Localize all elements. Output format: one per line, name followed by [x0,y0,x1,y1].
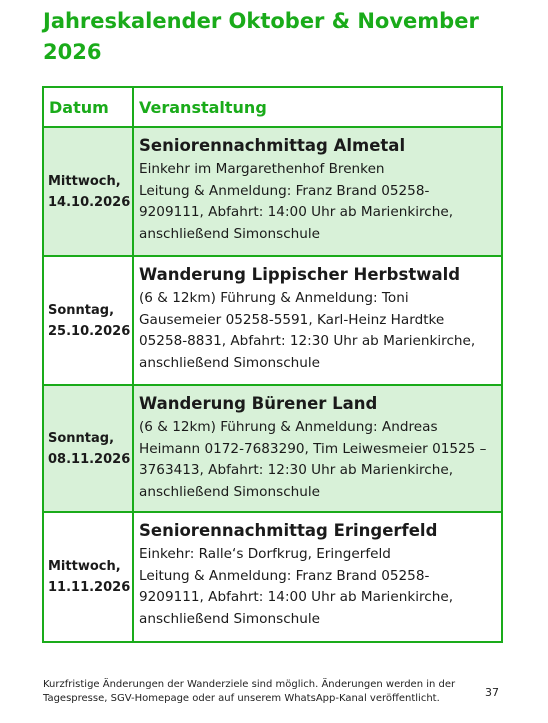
event-title: Wanderung Bürener Land [139,394,378,413]
table-row [43,127,502,256]
event-weekday: Mittwoch, [48,173,121,189]
event-weekday: Sonntag, [48,302,115,318]
event-detail-line: anschließend Simonschule [139,354,321,371]
event-weekday: Sonntag, [48,430,115,446]
event-details-cell [133,385,502,512]
event-title: Wanderung Lippischer Herbstwald [139,265,461,284]
event-date: 25.10.2026 [48,323,131,339]
event-detail-line: 9209111, Abfahrt: 14:00 Uhr ab Marienkirche, [139,204,454,220]
table-header-row [43,87,502,127]
table-row [43,256,502,385]
event-detail-line: Leitung & Anmeldung: Franz Brand 05258- [139,182,430,199]
event-detail-line: (6 & 12km) Führung & Anmeldung: Toni [139,290,409,306]
event-date-cell [43,256,133,385]
event-detail-line: 9209111, Abfahrt: 14:00 Uhr ab Marienkirche, [139,589,454,605]
table-row [43,512,502,642]
event-detail-line: Gausemeier 05258-5591, Karl-Heinz Hardtke [139,311,445,328]
event-date-cell [43,127,133,256]
footer-note-line: Tagespresse, SGV-Homepage oder auf unserem WhatsApp-Kanal veröffentlicht. [43,693,440,704]
event-calendar-table [42,86,503,643]
page-title: Jahreskalender Oktober & November 2026 [43,9,479,64]
table-row [43,385,502,512]
event-weekday: Mittwoch, [48,559,121,574]
footer-note-line: Kurzfristige Änderungen der Wanderziele sind möglich. Änderungen werden in der [43,679,456,690]
footer-note [43,678,483,706]
event-date: 14.10.2026 [48,194,131,210]
column-header-event: Veranstaltung [133,87,502,127]
event-detail-line: anschließend Simonschule [139,610,321,627]
event-detail-line: anschließend Simonschule [139,225,321,242]
event-details-cell [133,127,502,256]
event-details-cell [133,512,502,642]
event-detail-line: Leitung & Anmeldung: Franz Brand 05258- [139,567,430,584]
event-details-cell [133,256,502,385]
event-detail-line: Heimann 0172-7683290, Tim Leiwesmeier 01525 – [139,440,487,457]
page-number: 37 [485,686,499,699]
event-detail-line: Einkehr im Margarethenhof Brenken [139,161,385,177]
event-detail-line: 05258-8831, Abfahrt: 12:30 Uhr ab Marienkirche, [139,333,476,349]
event-title: Seniorennachmittag Almetal [139,136,406,155]
event-date: 11.11.2026 [48,580,131,595]
event-date-cell [43,385,133,512]
event-detail-line: 3763413, Abfahrt: 12:30 Uhr ab Marienkirche, [139,462,454,478]
event-date: 08.11.2026 [48,451,131,467]
event-date-cell [43,512,133,642]
event-detail-line: (6 & 12km) Führung & Anmeldung: Andreas [139,419,438,435]
event-title: Seniorennachmittag Eringerfeld [139,521,438,540]
event-detail-line: anschließend Simonschule [139,483,321,500]
column-header-date: Datum [43,87,133,127]
event-detail-line: Einkehr: Ralle‘s Dorfkrug, Eringerfeld [139,546,391,562]
